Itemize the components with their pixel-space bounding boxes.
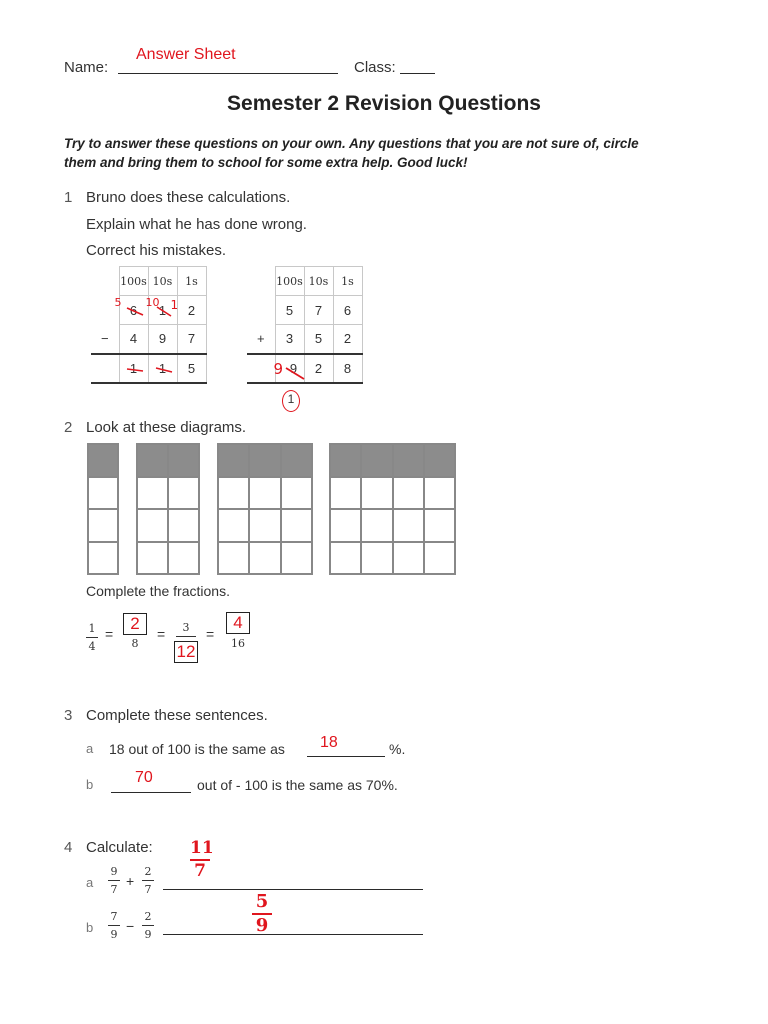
left-row2-tens: 9 — [148, 325, 177, 354]
strike-mark — [125, 304, 145, 318]
q3a-text: 18 out of 100 is the same as — [109, 741, 285, 757]
q4-text: Calculate: — [86, 839, 153, 856]
q4a-fraction-2: 2 7 — [142, 865, 154, 896]
left-row1-hundreds: 5 6 — [119, 296, 148, 325]
answer-box-12: 12 — [174, 641, 198, 663]
fraction-diagram-1 — [87, 443, 119, 575]
carry-circle: 1 — [282, 390, 300, 412]
page-title: Semester 2 Revision Questions — [227, 92, 541, 115]
name-label: Name: — [64, 59, 109, 76]
left-result-hundreds: 1 — [119, 354, 148, 383]
left-row1-ones: 2 — [177, 296, 206, 325]
left-correction-ones: 1 — [170, 298, 179, 312]
right-result-hundreds: 9 9 — [275, 354, 304, 383]
left-correction-hundreds: 5 — [114, 296, 122, 309]
fraction-2-den: 8 — [131, 637, 139, 650]
q3-number: 3 — [64, 707, 73, 724]
q4a-answer: 11 7 — [190, 838, 214, 881]
strike-mark — [284, 365, 308, 381]
left-result-tens: 1 — [148, 354, 177, 383]
col-header-100s: 100s — [119, 267, 148, 296]
fraction-diagram-2 — [136, 443, 200, 575]
q4-number: 4 — [64, 839, 73, 856]
class-underline — [400, 73, 435, 74]
q1-right-calculation — [247, 266, 363, 384]
q4a-fraction-1: 9 7 — [108, 865, 120, 896]
q1-number: 1 — [64, 189, 73, 206]
right-correction-hundreds: 9 — [273, 359, 284, 378]
q4b-fraction-1: 7 9 — [108, 910, 120, 941]
fraction-1-4: 1 4 — [86, 622, 98, 653]
right-row1-ones: 6 — [333, 296, 362, 325]
right-row1-hundreds: 5 — [275, 296, 304, 325]
q3b-blank — [111, 792, 191, 793]
q4b-operator: − — [126, 918, 135, 934]
fraction-diagram-3 — [217, 443, 313, 575]
q3b-label: b — [86, 777, 94, 792]
equals-sign: = — [157, 626, 166, 642]
q1-left-calculation — [91, 266, 207, 384]
left-correction-tens: 10 — [145, 296, 160, 309]
q3a-answer: 18 — [320, 734, 338, 751]
right-row1-tens: 7 — [304, 296, 333, 325]
name-underline — [118, 73, 338, 74]
q4b-label: b — [86, 920, 94, 935]
right-result-ones: 8 — [333, 354, 362, 383]
q1-line-2: Explain what he has done wrong. — [86, 216, 307, 233]
col-header-10s: 10s — [304, 267, 333, 296]
fraction-3-num: 3 — [182, 621, 190, 634]
col-header-1s: 1s — [177, 267, 206, 296]
right-row2-tens: 5 — [304, 325, 333, 354]
strike-mark — [125, 363, 145, 377]
class-label: Class: — [354, 59, 396, 76]
equals-sign: = — [105, 626, 114, 642]
q3b-answer: 70 — [135, 769, 153, 786]
q3b-text: out of - 100 is the same as 70%. — [197, 777, 398, 793]
q4a-answer-line — [163, 889, 423, 890]
q1-line-1: Bruno does these calculations. — [86, 189, 291, 206]
q3-text: Complete these sentences. — [86, 707, 268, 724]
right-row2-ones: 2 — [333, 325, 362, 354]
q3a-suffix: %. — [389, 741, 406, 757]
q3a-label: a — [86, 741, 94, 756]
q4b-answer: 5 9 — [252, 893, 272, 935]
strike-mark — [155, 304, 175, 318]
col-header-1s: 1s — [333, 267, 362, 296]
answer-box-4: 4 — [226, 612, 250, 634]
right-row2-hundreds: 3 — [275, 325, 304, 354]
q4b-answer-line — [163, 934, 423, 935]
q3a-blank — [307, 756, 385, 757]
col-header-100s: 100s — [275, 267, 304, 296]
right-operator: + — [247, 325, 275, 354]
strike-mark — [154, 363, 174, 377]
left-operator: − — [91, 325, 119, 354]
left-row2-ones: 7 — [177, 325, 206, 354]
instructions: Try to answer these questions on your own. Any questions that you are not sure of, circle them and bring them to school for some extra help. Good luck! — [64, 136, 639, 170]
q2-text: Look at these diagrams. — [86, 419, 247, 436]
q2-prompt: Complete the fractions. — [86, 583, 230, 599]
answer-box-2: 2 — [123, 613, 147, 635]
left-result-ones: 5 — [177, 354, 206, 383]
fraction-4-den: 16 — [231, 637, 245, 650]
q1-line-3: Correct his mistakes. — [86, 242, 227, 259]
q2-number: 2 — [64, 419, 73, 436]
equals-sign: = — [206, 626, 215, 642]
name-value: Answer Sheet — [136, 46, 236, 63]
left-row1-tens: 10 1 1 — [148, 296, 177, 325]
q4a-label: a — [86, 875, 94, 890]
right-result-tens: 2 — [304, 354, 333, 383]
col-header-10s: 10s — [148, 267, 177, 296]
left-row2-hundreds: 4 — [119, 325, 148, 354]
fraction-diagram-4 — [329, 443, 456, 575]
q4a-operator: + — [126, 873, 135, 889]
q4b-fraction-2: 2 9 — [142, 910, 154, 941]
